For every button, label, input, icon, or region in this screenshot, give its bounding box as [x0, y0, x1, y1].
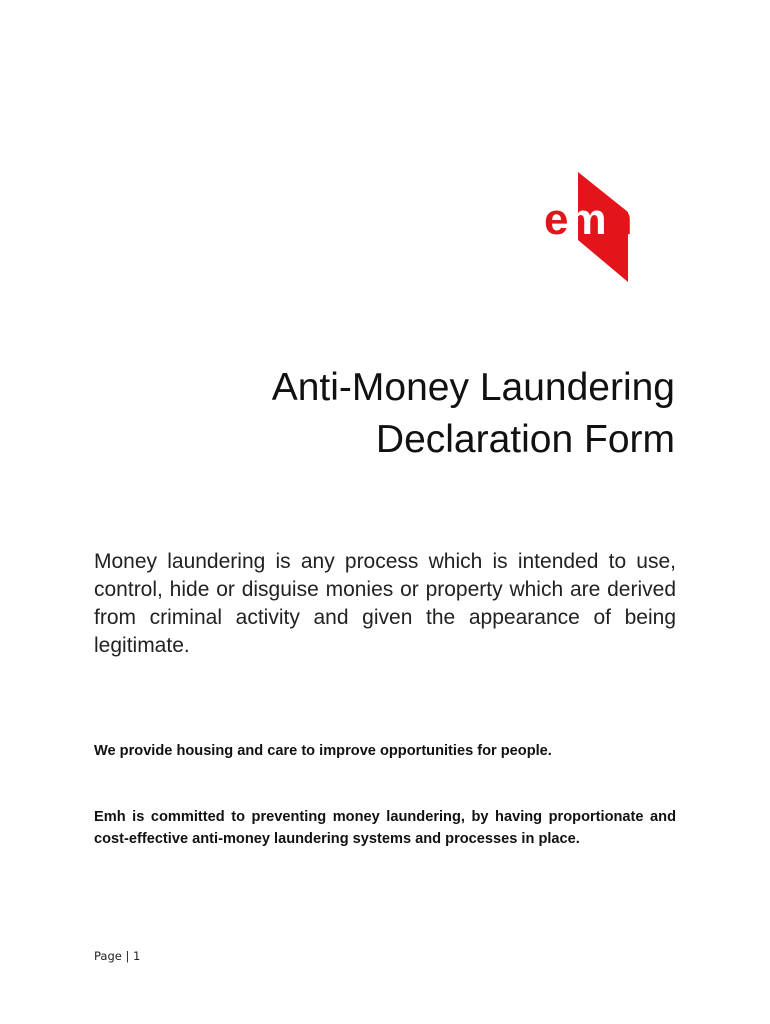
- logo-letter-h: h: [605, 195, 632, 244]
- page-number: Page | 1: [94, 949, 141, 963]
- title-line-1: Anti-Money Laundering: [271, 366, 675, 409]
- commitment-statement: Emh is committed to preventing money laundering, by having proportionate and cost-effective anti-money laundering systems and processes in place.: [94, 809, 676, 847]
- mission-statement: We provide housing and care to improve opportunities for people.: [94, 743, 552, 759]
- title-line-2: Declaration Form: [375, 418, 675, 461]
- emh-logo-wordmark: [544, 195, 662, 244]
- emh-logo: [544, 172, 662, 282]
- document-title: [115, 362, 675, 466]
- logo-letter-e: e: [544, 195, 568, 244]
- logo-letter-m: m: [567, 195, 606, 244]
- intro-paragraph: Money laundering is any process which is intended to use, control, hide or disguise monies or property which are derived from criminal activity and given the appearance of being legitimate.: [94, 550, 676, 657]
